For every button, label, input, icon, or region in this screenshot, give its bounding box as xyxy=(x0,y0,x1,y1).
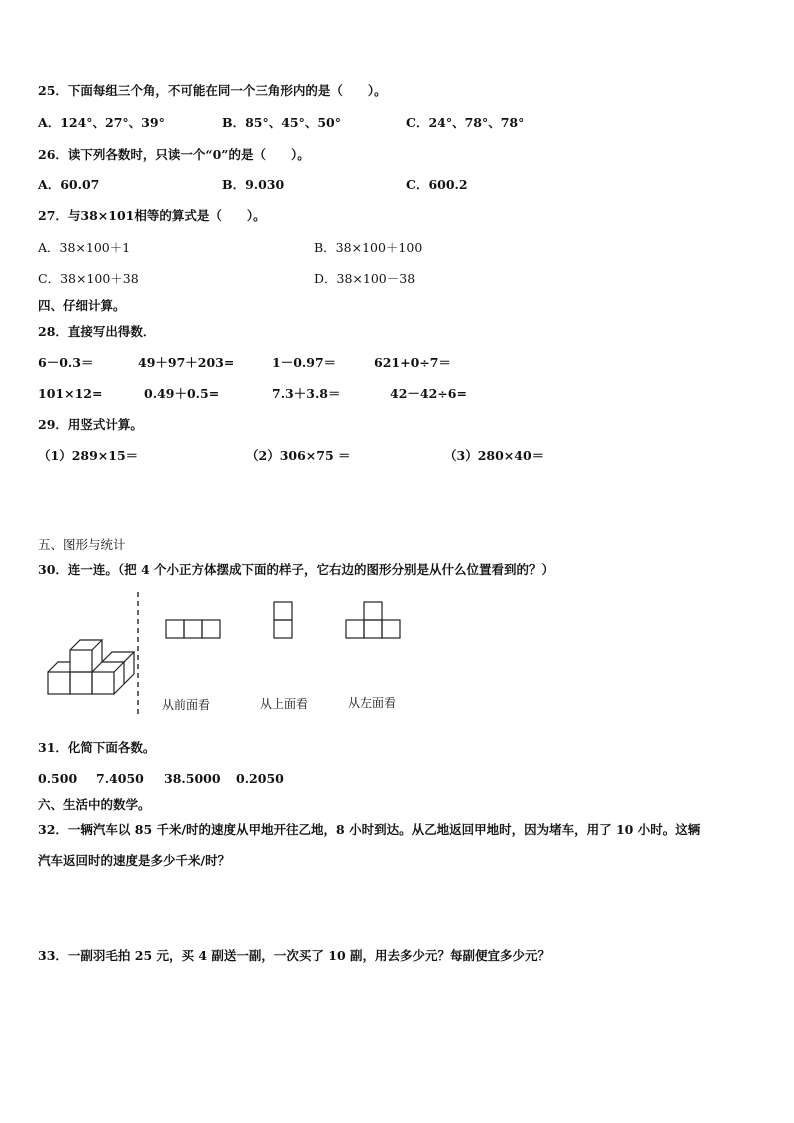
question-26-stem: 26．读下列各数时，只读一个“0”的是（ ）。 xyxy=(38,147,310,162)
calc-item: 49＋97＋203= xyxy=(138,355,235,370)
number-item: 0.2050 xyxy=(236,771,284,786)
cube-front-face xyxy=(48,672,70,694)
view-label-top: 从上面看 xyxy=(260,697,309,711)
view-label-left: 从左面看 xyxy=(348,696,397,710)
calc-item: 1－0.97＝ xyxy=(272,355,337,370)
question-31-stem: 31．化简下面各数。 xyxy=(38,740,156,755)
section-heading-5: 五、图形与统计 xyxy=(38,537,126,552)
section-heading-6: 六、生活中的数学。 xyxy=(38,797,151,812)
calc-item: 0.49＋0.5= xyxy=(144,386,220,401)
view-square xyxy=(382,620,400,638)
view-label-front: 从前面看 xyxy=(162,698,211,712)
question-29-stem: 29．用竖式计算。 xyxy=(38,417,143,432)
option-c: C．600.2 xyxy=(406,177,468,192)
option-b: B．85°、45°、50° xyxy=(222,115,342,130)
option-a: A．60.07 xyxy=(38,177,100,192)
option-a: A．38×100＋1 xyxy=(38,240,131,255)
calc-item: 6－0.3＝ xyxy=(38,355,94,370)
view-square xyxy=(202,620,220,638)
vertical-calc-item: （1）289×15＝ xyxy=(38,448,139,463)
calc-item: 42－42÷6= xyxy=(390,386,467,401)
view-square xyxy=(364,620,382,638)
number-item: 7.4050 xyxy=(96,771,144,786)
option-c: C．24°、78°、78° xyxy=(406,115,525,130)
calc-item: 7.3＋3.8＝ xyxy=(272,386,341,401)
question-27-stem: 27．与38×101相等的算式是（ ）。 xyxy=(38,208,266,223)
view-square xyxy=(166,620,184,638)
vertical-calc-item: （2）306×75 ＝ xyxy=(246,448,351,463)
option-b: B．38×100＋100 xyxy=(314,240,423,255)
number-item: 38.5000 xyxy=(164,771,221,786)
section-heading-4: 四、仔细计算。 xyxy=(38,298,126,313)
calc-item: 101×12= xyxy=(38,386,103,401)
cube-front-face xyxy=(92,672,114,694)
option-d: D．38×100－38 xyxy=(314,271,416,286)
option-a: A．124°、27°、39° xyxy=(38,115,165,130)
view-square xyxy=(346,620,364,638)
view-square xyxy=(274,620,292,638)
question-32-line2: 汽车返回时的速度是多少千米/时？ xyxy=(38,853,231,868)
number-item: 0.500 xyxy=(38,771,78,786)
view-square xyxy=(364,602,382,620)
option-b: B．9.030 xyxy=(222,177,285,192)
question-32-line1: 32．一辆汽车以 85 千米/时的速度从甲地开往乙地，8 小时到达。从乙地返回甲地时，因为堵车，用了 10 小时。这辆 xyxy=(38,822,701,837)
question-30-stem: 30．连一连。（把 4 个小正方体摆成下面的样子，它右边的图形分别是从什么位置看到的？） xyxy=(38,562,555,577)
cube-front-face xyxy=(70,650,92,672)
calc-item: 621+0÷7＝ xyxy=(374,355,451,370)
cube-front-face xyxy=(70,672,92,694)
question-25-stem: 25．下面每组三个角，不可能在同一个三角形内的是（ ）。 xyxy=(38,83,387,98)
question-28-stem: 28．直接写出得数． xyxy=(38,324,156,339)
view-square xyxy=(184,620,202,638)
vertical-calc-item: （3）280×40＝ xyxy=(444,448,545,463)
view-square xyxy=(274,602,292,620)
option-c: C．38×100＋38 xyxy=(38,271,139,286)
question-33-stem: 33．一副羽毛拍 25 元，买 4 副送一副，一次买了 10 副，用去多少元？每副便宜多少元？ xyxy=(38,948,550,963)
